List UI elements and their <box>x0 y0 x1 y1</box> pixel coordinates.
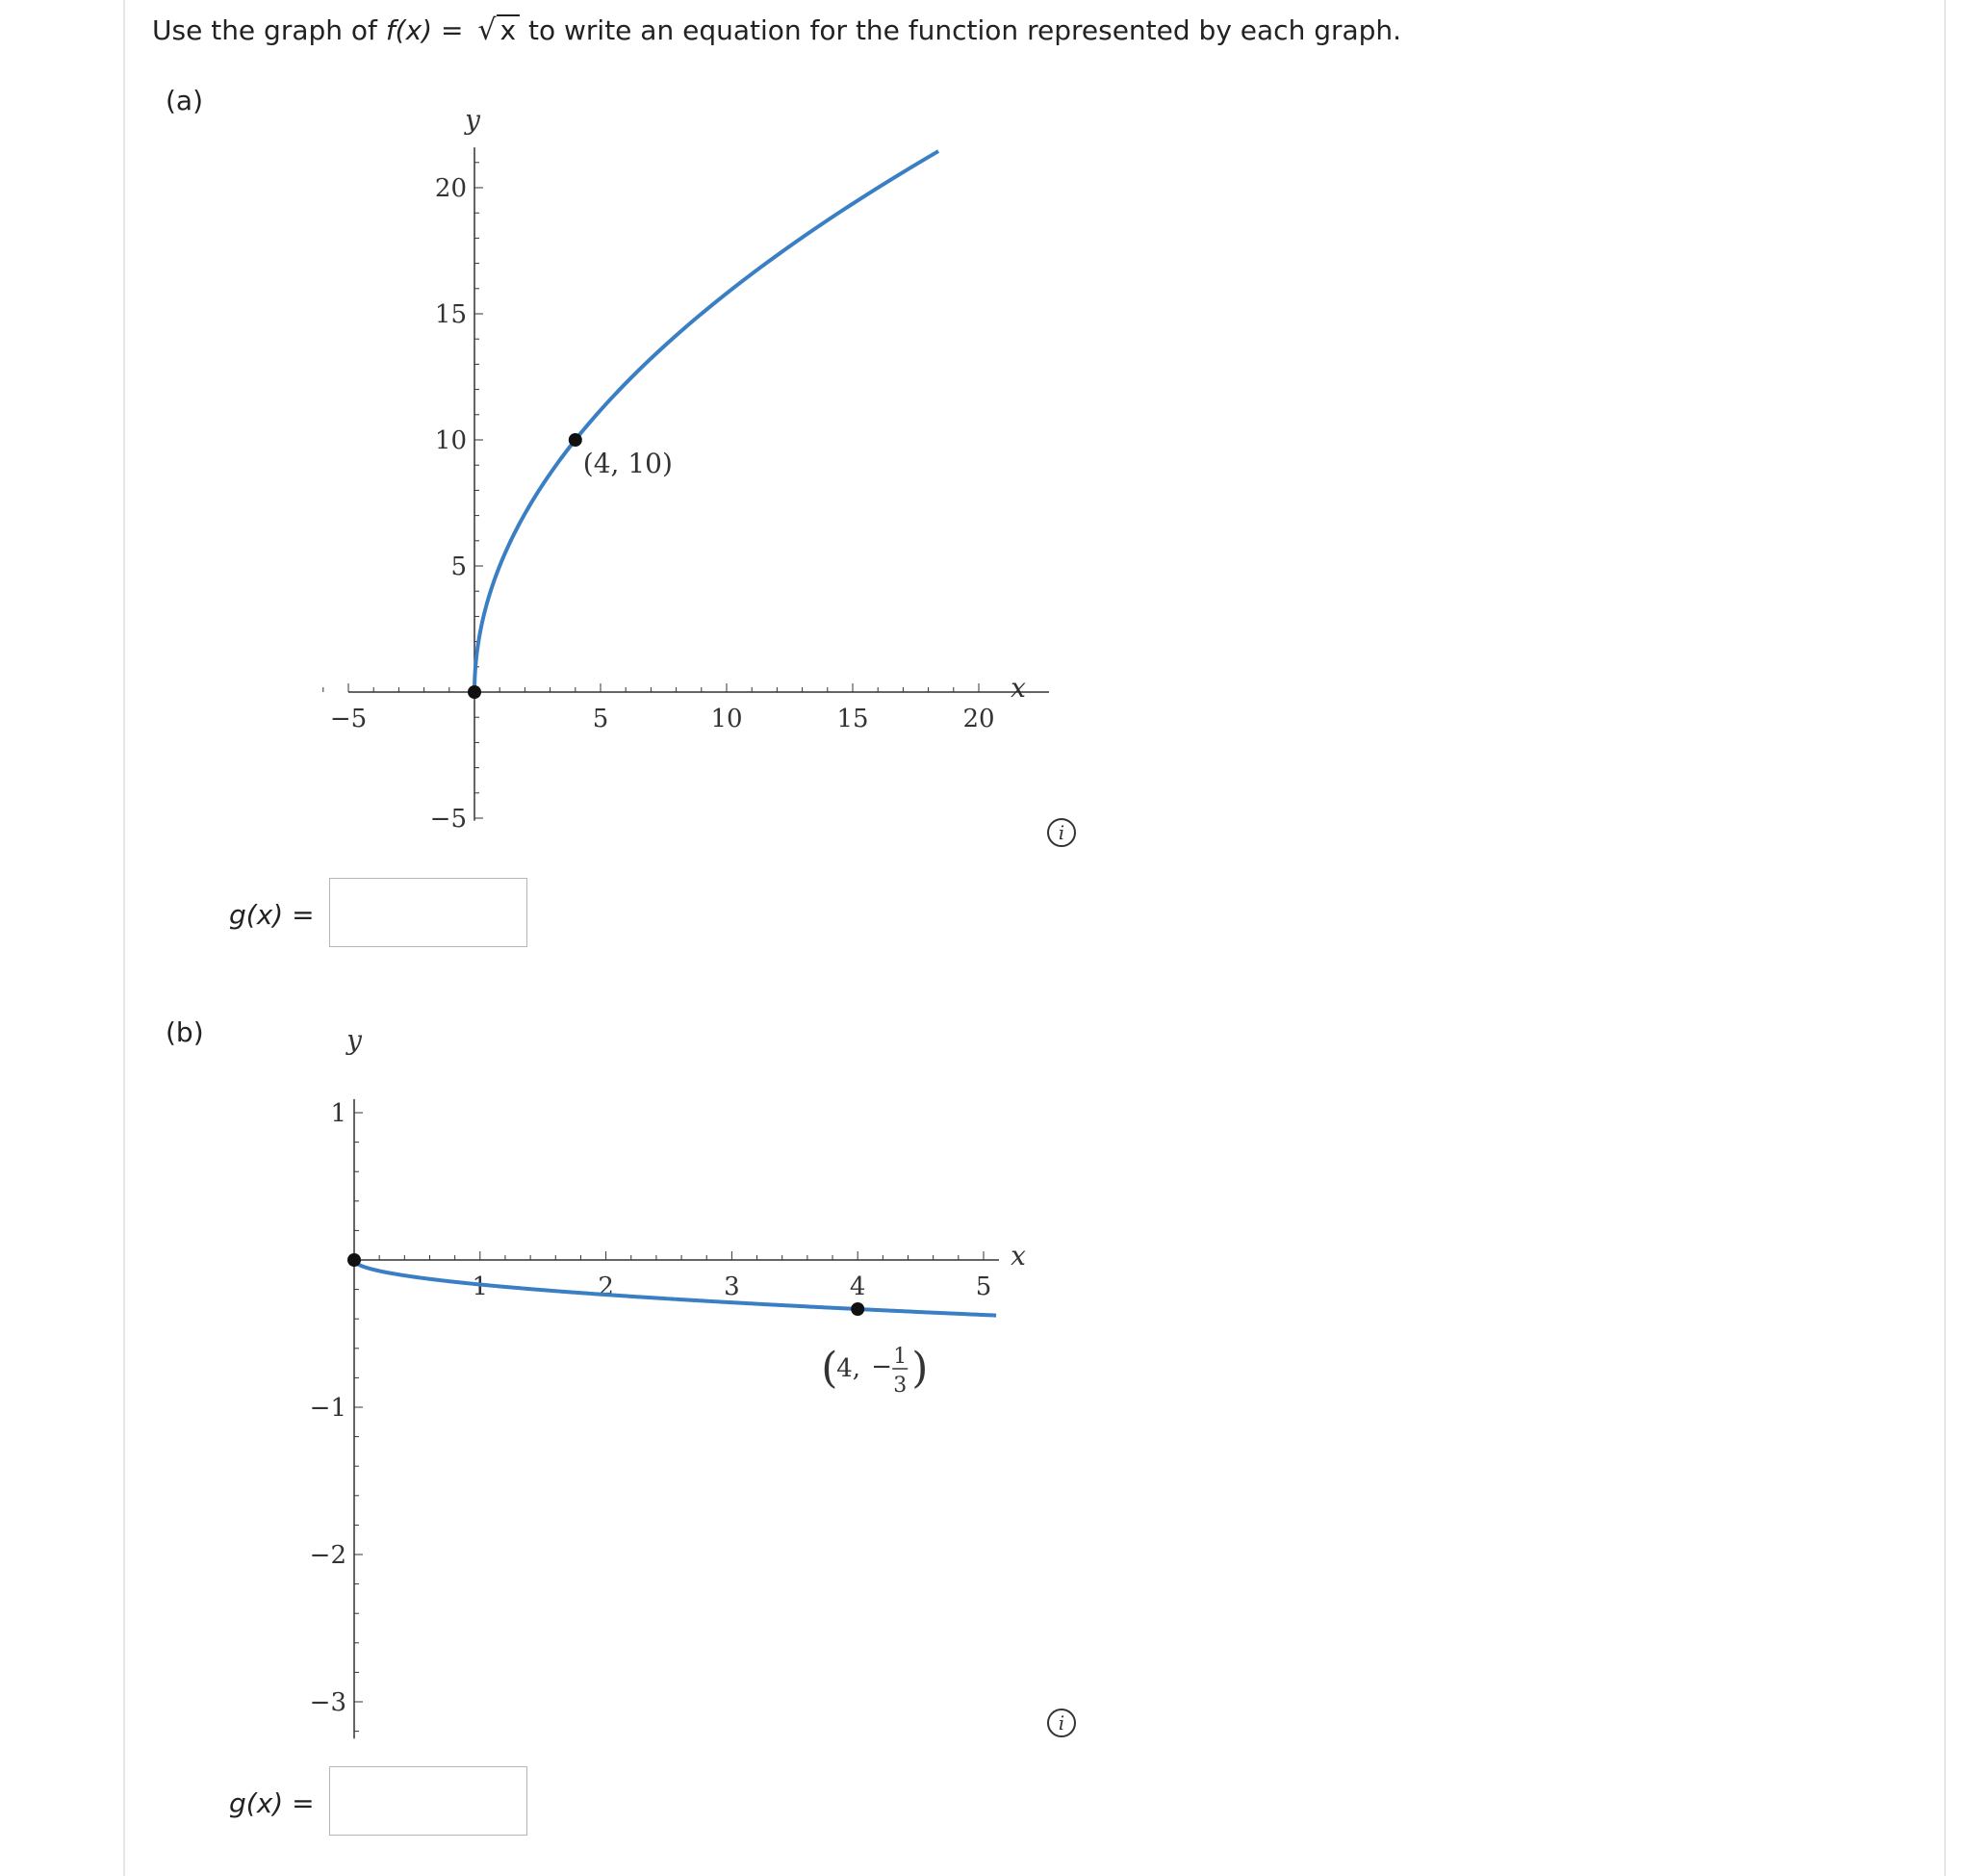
x-tick-label: −5 <box>329 705 368 733</box>
y-tick-label: −5 <box>429 805 467 834</box>
part-a-label: (a) <box>166 85 204 116</box>
sqrt-expression <box>477 10 520 52</box>
question-text <box>152 10 1401 52</box>
page-frame-right <box>1944 0 1946 1876</box>
y-tick-label: −2 <box>309 1541 346 1570</box>
x-axis-label: x <box>1011 672 1026 704</box>
point-label-sign: − <box>871 1351 892 1381</box>
point-label-x: 4, <box>836 1353 861 1383</box>
data-point <box>851 1302 864 1316</box>
x-tick-label: 5 <box>592 705 609 733</box>
x-tick-label: 15 <box>836 705 869 733</box>
x-tick-label: 3 <box>724 1272 740 1301</box>
point-label-denominator: 3 <box>893 1373 908 1398</box>
g-of-x: g(x) <box>229 1787 284 1819</box>
x-axis-label: x <box>1011 1240 1026 1272</box>
function-f: f(x) <box>385 14 433 46</box>
x-tick-label: 20 <box>962 705 995 733</box>
data-point <box>569 433 582 447</box>
part-a-answer-label <box>229 899 315 931</box>
y-tick-label: 10 <box>434 426 467 455</box>
y-tick-label: 5 <box>450 553 467 581</box>
page-frame-left <box>123 0 125 1876</box>
x-tick-label: 4 <box>849 1272 866 1301</box>
equals-sign: = <box>292 1787 315 1819</box>
y-axis-label: y <box>346 1030 362 1056</box>
point-label: (4, 10) <box>582 448 673 479</box>
x-tick-label: 10 <box>710 705 743 733</box>
equals-sign: = <box>292 899 315 931</box>
point-label-paren: ( <box>821 1343 838 1393</box>
x-tick-label: 5 <box>975 1272 992 1301</box>
y-tick-label: 20 <box>434 174 467 203</box>
info-icon[interactable]: i <box>1047 1709 1076 1737</box>
equals-sign: = <box>441 14 464 46</box>
y-tick-label: −1 <box>309 1394 346 1423</box>
y-tick-label: 15 <box>434 300 467 329</box>
part-a-answer-input[interactable] <box>329 878 527 947</box>
data-point <box>468 685 481 699</box>
info-icon[interactable]: i <box>1047 818 1076 847</box>
part-b-label: (b) <box>166 1016 204 1048</box>
point-label-numerator: 1 <box>893 1344 908 1369</box>
part-b-answer-label <box>229 1787 315 1819</box>
radicand: x <box>497 14 521 45</box>
y-axis-label: y <box>465 104 480 136</box>
radical-icon: √ <box>477 13 497 47</box>
data-point <box>347 1253 361 1267</box>
point-label <box>821 1344 928 1398</box>
x-tick-label: 1 <box>472 1272 489 1301</box>
question-suffix: to write an equation for the function represented by each graph. <box>528 14 1402 46</box>
y-tick-label: −3 <box>309 1688 346 1717</box>
g-of-x: g(x) <box>229 899 284 931</box>
question-prefix: Use the graph of <box>152 14 377 46</box>
point-label-paren: ) <box>911 1343 929 1393</box>
x-tick-label: 2 <box>598 1272 614 1301</box>
y-tick-label: 1 <box>330 1099 346 1128</box>
graph-b <box>298 1030 1049 1742</box>
function-curve <box>474 151 938 692</box>
graph-a <box>298 96 1049 847</box>
function-curve <box>354 1260 996 1316</box>
part-b-answer-input[interactable] <box>329 1766 527 1836</box>
